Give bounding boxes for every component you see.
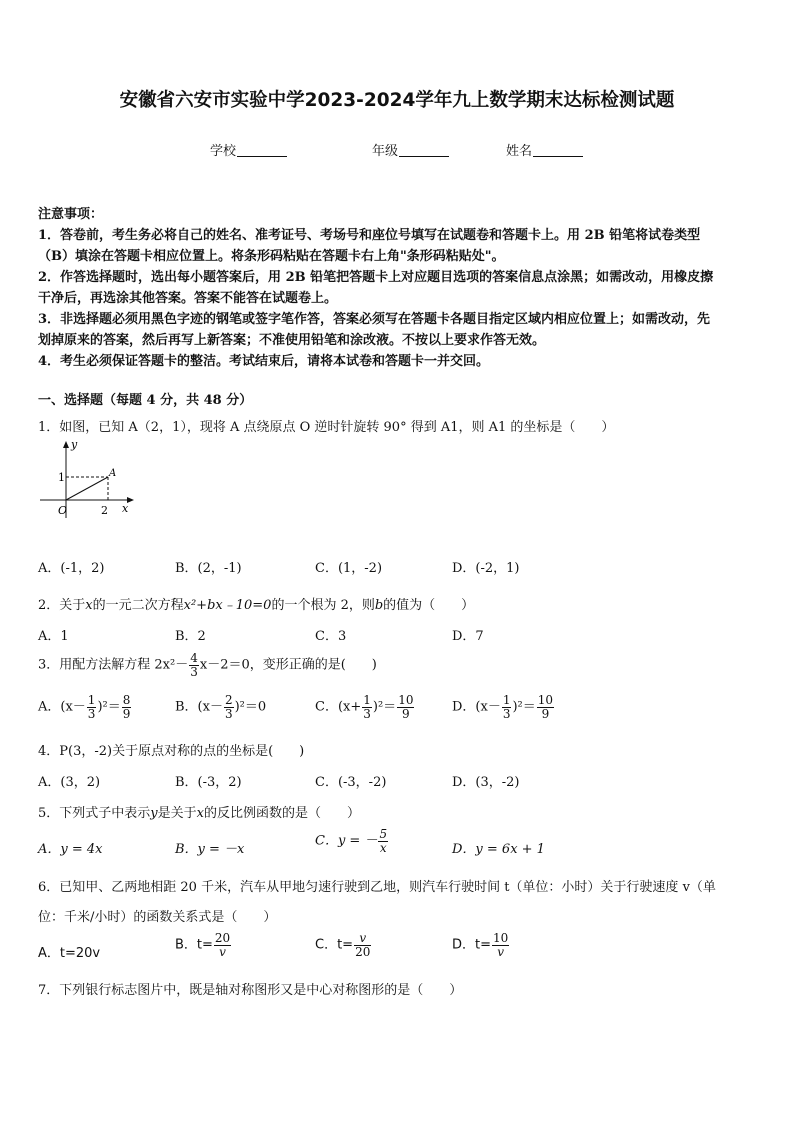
question-4-stem: 4．P(3，-2)关于原点对称的点的坐标是( ) (38, 744, 305, 759)
q6-option-c: C．t= $\frac{v}{20}$ (315, 931, 371, 959)
q1-option-d: D．(-2，1) (452, 561, 520, 576)
question-1-figure (38, 438, 138, 520)
q5-option-c: C．y = － $\frac{5}{x}$ (315, 827, 388, 855)
fraction: $\frac{4}{3}$ (190, 651, 198, 679)
q4-option-a: A．(3，2) (38, 775, 101, 790)
q2-option-c: C．3 (315, 629, 347, 644)
q4-option-b: B．(-3，2) (175, 775, 242, 790)
q3-option-c: C．(x+ $\frac{1}{3}$ )²＝ $\frac{10}{9}$ (315, 693, 414, 721)
notice-line: 3．非选择题必须用黑色字迹的钢笔或签字笔作答，答案必须写在答题卡各题目指定区域内相应位置上；如需改动，先 (38, 312, 711, 327)
q1-option-b: B．(2，-1) (175, 561, 242, 576)
notice-heading: 注意事项： (38, 207, 104, 222)
y-axis-label: y (71, 438, 78, 451)
q2-option-a: A．1 (38, 629, 69, 644)
notice-line: 1．答卷前，考生务必将自己的姓名、准考证号、考场号和座位号填写在试题卷和答题卡上。用 2B 铅笔将试卷类型 (38, 228, 701, 243)
q4-option-d: D．(3，-2) (452, 775, 520, 790)
name-blank (533, 143, 583, 157)
question-5-stem: 5．下列式子中表示y是关于x的反比例函数的是（ ） (38, 806, 361, 821)
question-6-line-1: 6．已知甲、乙两地相距 20 千米，汽车从甲地匀速行驶到乙地，则汽车行驶时间 t（单位：小时）关于行驶速度 v（单 (38, 880, 716, 895)
point-a-label: A (109, 468, 117, 479)
notice-line: 4．考生必须保证答题卡的整洁。考试结束后，请将本试卷和答题卡一并交回。 (38, 354, 490, 369)
school-field: 学校 (210, 140, 287, 159)
q6-option-d: D．t= $\frac{10}{v}$ (452, 931, 509, 959)
q5-option-d: D．y = 6x + 1 (452, 842, 545, 857)
q5-option-b: B．y = －x (175, 842, 245, 857)
question-3-stem: 3．用配方法解方程 2x²－ $\frac{4}{3}$ x－2＝0，变形正确的是( ) (38, 651, 377, 679)
q6-option-a: A．t=20v (38, 946, 101, 961)
origin-label: O (58, 504, 68, 517)
q1-option-a: A．(-1，2) (38, 561, 105, 576)
section-heading: 一、选择题（每题 4 分，共 48 分） (38, 393, 253, 408)
name-field: 姓名 (506, 140, 583, 159)
notice-line: 划掉原来的答案，然后再写上新答案；不准使用铅笔和涂改液。不按以上要求作答无效。 (38, 333, 546, 348)
q2-option-d: D．7 (452, 629, 484, 644)
q6-option-b: B．t= $\frac{20}{v}$ (175, 931, 231, 959)
notice-line: 干净后，再选涂其他答案。答案不能答在试题卷上。 (38, 291, 338, 306)
q3-option-d: D．(x－ $\frac{1}{3}$ )²＝ $\frac{10}{9}$ (452, 693, 554, 721)
notice-line: （B）填涂在答题卡相应位置上。将条形码粘贴在答题卡右上角"条形码粘贴处"。 (38, 249, 505, 264)
question-6-line-2: 位：千米/小时）的函数关系式是（ ） (38, 910, 277, 925)
q3-option-a: A．(x－ $\frac{1}{3}$ )²＝ $\frac{8}{9}$ (38, 693, 131, 721)
school-blank (237, 143, 287, 157)
question-1-stem: 1．如图，已知 A（2，1），现将 A 点绕原点 O 逆时针旋转 90° 得到 A1，则 A1 的坐标是（ ） (38, 420, 615, 435)
x-axis-label: x (122, 502, 129, 515)
page-title: 安徽省六安市实验中学2023-2024学年九上数学期末达标检测试题 (119, 90, 675, 111)
grade-blank (399, 143, 449, 157)
grade-field: 年级 (372, 140, 449, 159)
q2-option-b: B．2 (175, 629, 206, 644)
tick-label-1: 1 (58, 471, 65, 484)
question-7-stem: 7．下列银行标志图片中，既是轴对称图形又是中心对称图形的是（ ） (38, 983, 463, 998)
question-2-stem: 2．关于x的一元二次方程x²+bx﹣10=0的一个根为 2，则b的值为（ ） (38, 598, 475, 613)
q3-option-b: B．(x－ $\frac{2}{3}$ )²＝0 (175, 693, 267, 721)
tick-label-2: 2 (101, 504, 108, 517)
q4-option-c: C．(-3，-2) (315, 775, 387, 790)
q5-option-a: A．y = 4x (38, 842, 103, 857)
q1-option-c: C．(1，-2) (315, 561, 383, 576)
notice-line: 2．作答选择题时，选出每小题答案后，用 2B 铅笔把答题卡上对应题目选项的答案信息点涂黑；如需改动，用橡皮擦 (38, 270, 714, 285)
